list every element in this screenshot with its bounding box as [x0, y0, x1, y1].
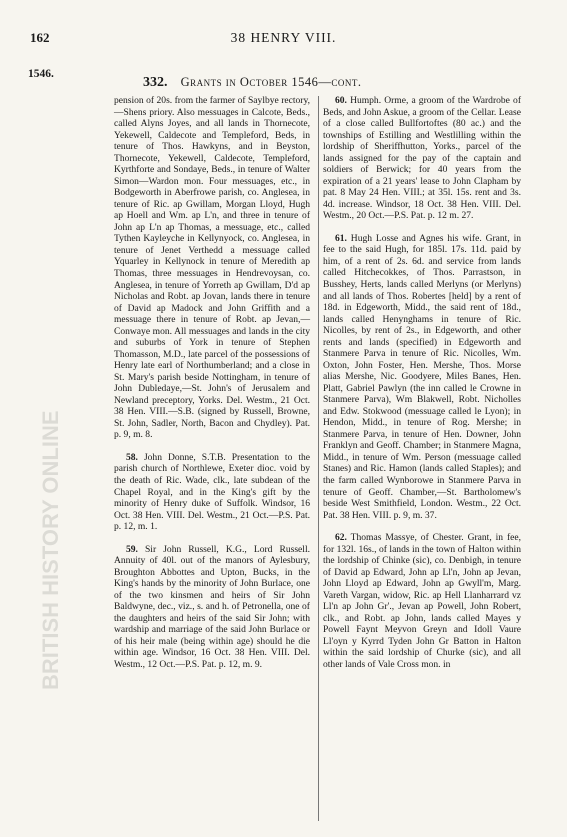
entry-61 [323, 233, 521, 521]
entry-60 [323, 95, 521, 222]
entry-58 [114, 452, 310, 533]
section-heading [143, 75, 362, 91]
entry-59 [114, 544, 310, 671]
left-column [114, 95, 310, 671]
page-number: 162 [30, 30, 50, 45]
watermark-graphic [18, 400, 108, 700]
entry-text: Sir John Russell, K.G., Lord Russell. Annuity of 40l. out of the manors of Aylesbury, Broughton Abbottes and Upton, Bucks, in the King's hands by the minority of John Burlace, one of the two kinsmen and heirs of Sir John Baldwyne, dec., viz., s. and h. of Petronella, one of the daughters and heirs of the said Sir John; with wardship and marriage of the said John Burlace or of his heir male (being within age) should he die within age. Windsor, 16 Oct. 38 Hen. VIII. Del. Westm., 12 Oct.—P.S. Pat. p. 12, m. 9. [114, 543, 310, 670]
margin-year: 1546. [28, 68, 54, 80]
entry-number: 61. [335, 232, 347, 244]
entry-number: 59. [126, 543, 138, 555]
column-divider [318, 96, 319, 821]
section-number: 332. [143, 75, 168, 90]
section-title: Grants in October 1546—cont. [180, 75, 362, 89]
entry-continuation: pension of 20s. from the farmer of Saylbye rectory,—Shens priory. Also messuages in Calcote, Beds., called Alyns Joyes, and all lands in Thornecote, Yekewell, Caldecote and Templeford, Beds, in tenure of Thos. Hawkyns, and in Beyston, Thornecote, Yekewell, Caldecote, Templeford, Kyrthforte and Sondaye, Beds., in tenure of Walter Simon—Wardon mon. Four messuages, etc., in Bodgeworth in Aberfrowe parish, co. Anglesea, in tenure of Ric. ap Gwillam, Morgan Lloyd, Hugh ap Hoell and Wm. ap L'n, and three in tenure of John ap L'n ap Thomas, a messuage, etc., called Tythen Kayleyche in Kellynyock, co. Anglesea, in tenure of Jenet Verthedd a messuage called Yquarley in Kellynock in tenure of Meredith ap Thomas, three messuages in Hendrevoysan, co. Anglesea, in tenure of Yorreth ap Gwillam, D'd ap Nicholas and Robt. ap Jovan, lands there in tenure of David ap Madock and John Griffith and a messuage there in tenure of Robt. ap Jevan,—Conwaye mon. All messuages and lands in the city and suburbs of York in tenure of Stephen Thomasson, M.D., late parcel of the possessions of Henry late earl of Northumberland; and a close in St. Mary's parish beside Nottingham, in tenure of John Dubledaye,—St. John's of Jerusalem and Newland preceptory, Yorks. Del. Westm., 21 Oct. 38 Hen. VIII.—S.B. (signed by Russell, Browne, St. John, Sadler, North, Bacon and Chydley). Pat. p. 9, m. 8. [114, 95, 310, 441]
entry-text: Hugh Losse and Agnes his wife. Grant, in fee to the said Hugh, for 185l. 17s. 11d. paid by him, of a rent of 2s. 6d. and service from lands called Hitchecokkes, of Thos. Parrastson, in Busshey, Herts, lands called Merlyns (or Merlyns) and all lands of Thos. Robertes [held] by a rent of 18d. in Edgeworth, Midd., the said rent of 18d., lands called Henynghams in tenure of Ric. Nicolles, by rent of 2s., in Edgeworth, and other rents and lands (specified) in Edgeworth and Stanmere Parva in tenure of Ric. Nicolles, Wm. Oxton, John Foster, Hen. Mershe, Thos. Morse alias Mershe, Nic. Goodyere, Miles Banes, Hen. Platt, Gabriel Pawlyn (the inn called le Crowne in Stanmere Parva), Wm Blakwell, Robt. Nicholles and Edw. Stokwood (messuage called le Lyon); in Hendon, Midd., in tenure of Rog. Mershe; in Stanmere Parva, in tenure of Hen. Downer, John Franklyn and Geoff. Chamber; in Stanmere Magna, Midd., in tenure of Wm. Person (messuage called Stanes) and Ric. Hamon (lands called Staples); and the farm called Wynborowe in Stanmere Parva in tenure of Geoff. Chamber,—St. Bartholomew's beside West Smithfield, London. Westm., 22 Oct. Pat. 38 Hen. VIII. p. 9, m. 37. [323, 232, 521, 521]
running-title: 38 HENRY VIII. [230, 30, 337, 45]
entry-number: 62. [335, 532, 347, 544]
entry-number: 58. [126, 451, 138, 463]
entry-number: 60. [335, 95, 347, 106]
entry-62 [323, 532, 521, 670]
library-watermark [18, 400, 108, 700]
right-column [323, 95, 521, 671]
entry-text: Humph. Orme, a groom of the Wardrobe of Beds, and John Askue, a groom of the Cellar. Lease of a close called Bullfortoftes (80 ac.) and the townships of Estilling and Westlilling within the lordship of Sheriffhutton, Yorks., parcel of the lands assigned for the pay of the captain and soldiers of Berwick; for 40 years from the expiration of a 21 years' lease to John Clapham by pat. 8 May 24 Hen. VIII.; at 35l. 15s. rent and 3s. 4d. increase. Windsor, 18 Oct. 38 Hen. VIII. Del. Westm., 20 Oct.—P.S. Pat. p. 12 m. 27. [323, 95, 521, 222]
page-header [0, 30, 567, 50]
entry-text: Thomas Massye, of Chester. Grant, in fee, for 132l. 16s., of lands in the town of Halton within the lordship of Chinke (sic), co. Denbigh, in tenure of David ap Edward, John ap Ll'n, John ap Jevan, John Lloyd ap Edward, John ap Gwyll'm, Marg. Vareth Vargan, widow, Ric. ap Hell Llanharrard vz Ll'n ap John Gr'., Jevan ap Powell, John Robert, clk., and Robt. ap John, lands called Mayes y Powell Faynt Meyvon Greyn and Idoll Vaure Ll'oyn y Kyrrd Tyden John Gr Batton in Halton within the said lordship of Churke (sic), and all other lands of Vale Cross mon. in [323, 532, 521, 670]
entry-text: John Donne, S.T.B. Presentation to the parish church of Northlewe, Exeter dioc. void by the death of Ric. Wade, clk., late subdean of the Chapel Royal, and in the King's gift by the minority of Henry duke of Suffolk. Windsor, 16 Oct. 38 Hen. VIII. Del. Westm., 21 Oct.—P.S. Pat. p. 12, m. 1. [114, 451, 310, 533]
watermark-text: BRITISH HISTORY ONLINE [38, 410, 63, 690]
